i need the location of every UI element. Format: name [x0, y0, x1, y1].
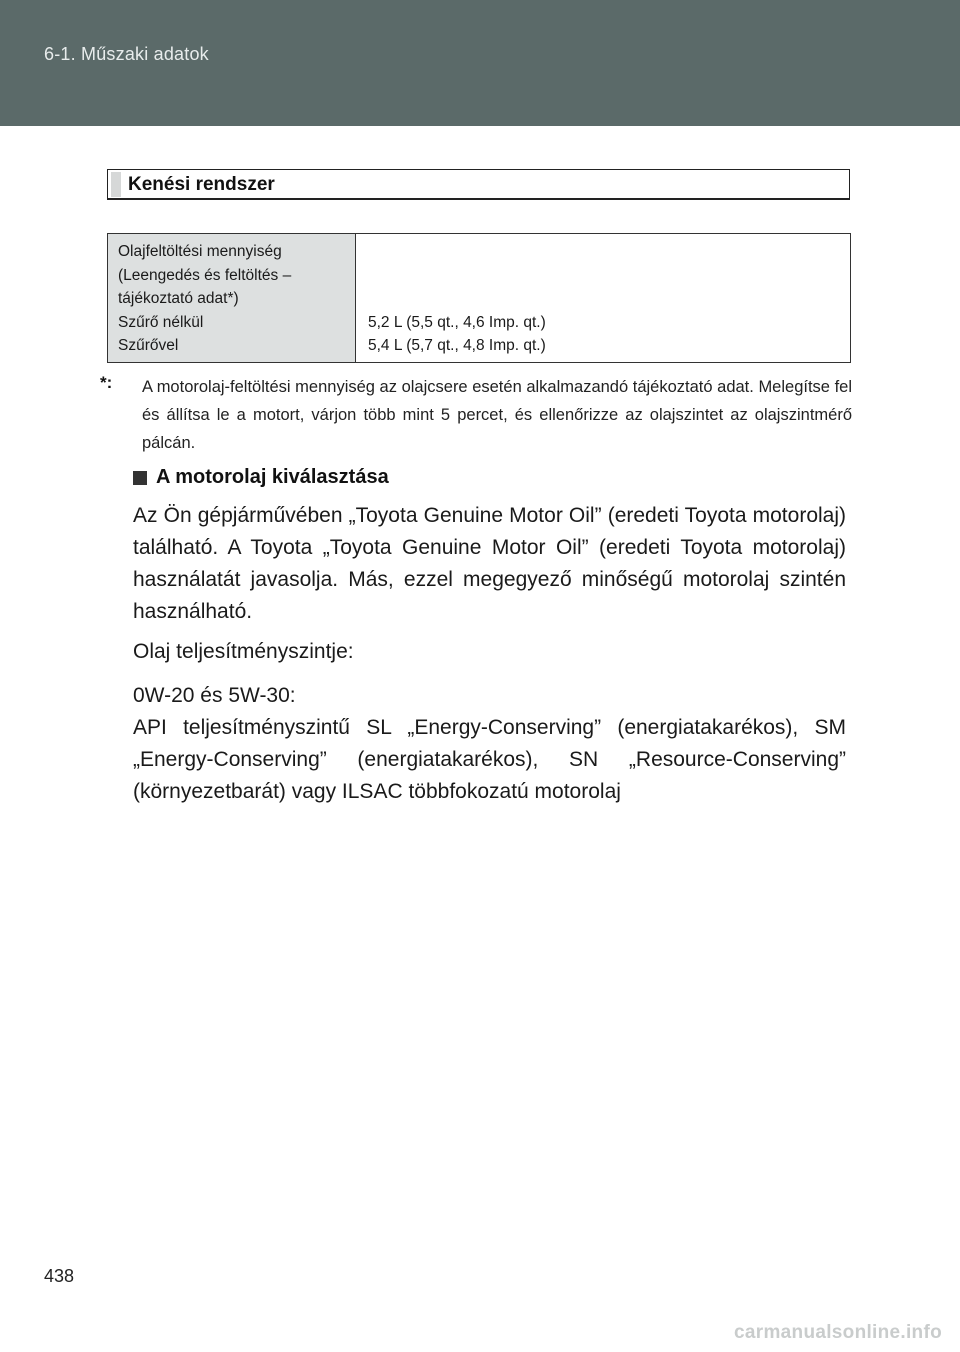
label-line: (Leengedés és feltöltés – [118, 266, 292, 284]
footnote-text: A motorolaj-feltöltési mennyiség az olajcsere esetén alkalmazandó tájékoztató adat. Melegítse fel és állítsa le a motort, várjon több mint 5 percet, és ellenőrizze az olajszintet az olajszintmérő pálcán. [142, 378, 852, 452]
footnote [100, 373, 852, 457]
table-value-cell [356, 234, 850, 362]
label-line: Olajfeltöltési mennyiség [118, 243, 282, 260]
footnote-marker: *: [100, 373, 113, 392]
table-label-cell [108, 234, 356, 362]
page-number: 438 [44, 1266, 75, 1286]
subsection-heading [134, 466, 389, 489]
subsection-title: A motorolaj kiválasztása [156, 466, 389, 488]
value-with-filter: 5,4 L (5,7 qt., 4,8 Imp. qt.) [368, 337, 546, 354]
viscosity-grade: 0W-20 és 5W-30: [133, 684, 296, 707]
api-spec-text: API teljesítményszintű SL „Energy-Conserving” (energiatakarékos), SM „Energy-Conserving” (energiatakarékos), SN „Resource-Conserving” (környezetbarát) vagy ILSAC többfokozatú motorolaj [133, 716, 846, 803]
label-without-filter: Szűrő nélkül [118, 313, 204, 331]
square-bullet-icon [133, 471, 147, 485]
value-without-filter: 5,2 L (5,5 qt., 4,6 Imp. qt.) [368, 313, 546, 331]
chapter-title: 6-1. Műszaki adatok [44, 44, 209, 64]
performance-label: Olaj teljesítményszintje: [133, 640, 354, 663]
oil-spec-block [133, 680, 846, 808]
section-accent [111, 172, 121, 197]
section-heading-bar [107, 169, 850, 200]
header-band [0, 0, 960, 126]
oil-capacity-table [107, 233, 851, 363]
watermark: carmanualsonline.info [734, 1322, 942, 1343]
oil-intro-paragraph: Az Ön gépjárművében „Toyota Genuine Motor Oil” (eredeti Toyota motorolaj) található. A Toyota „Toyota Genuine Motor Oil” (eredeti Toyota motorolaj) használatát javasolja. Más, ezzel megegyező minőségű motorolaj szintén használható. [133, 504, 846, 623]
section-title: Kenési rendszer [128, 174, 275, 195]
label-line: tájékoztató adat*) [118, 290, 239, 307]
label-with-filter: Szűrővel [118, 337, 179, 354]
